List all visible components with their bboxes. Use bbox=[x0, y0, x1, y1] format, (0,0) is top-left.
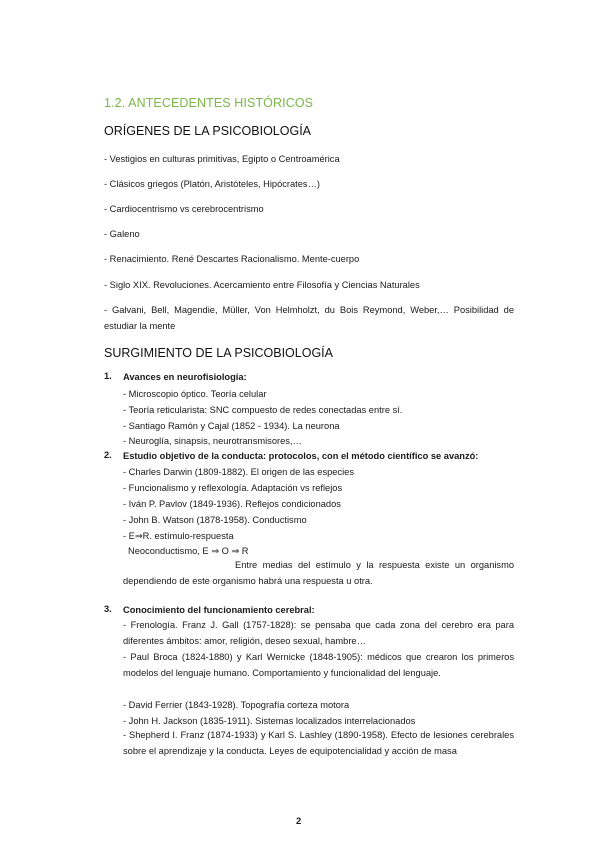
list-item: - David Ferrier (1843-1928). Topografía corteza motora bbox=[123, 700, 350, 710]
list-item: - Neuroglía, sinapsis, neurotransmisores,… bbox=[123, 436, 302, 446]
section-heading: 1.2. ANTECEDENTES HISTÓRICOS bbox=[104, 96, 314, 110]
page-number: 2 bbox=[296, 816, 302, 827]
list-item: - Iván P. Pavlov (1849-1936). Reflejos condicionados bbox=[123, 499, 341, 509]
origenes-item: - Renacimiento. René Descartes Racionalismo. Mente-cuerpo bbox=[104, 254, 360, 264]
list-item: - Funcionalismo y reflexología. Adaptación vs reflejos bbox=[123, 483, 343, 493]
surgimiento-heading: SURGIMIENTO DE LA PSICOBIOLOGÍA bbox=[104, 346, 333, 360]
section-title: Conocimiento del funcionamiento cerebral: bbox=[123, 605, 315, 615]
list-item: - E⇒R. estímulo-respuesta bbox=[123, 531, 234, 541]
section-number: 1. bbox=[104, 371, 112, 381]
origenes-heading: ORÍGENES DE LA PSICOBIOLOGÍA bbox=[104, 124, 312, 138]
origenes-item: - Galeno bbox=[104, 229, 140, 239]
section-title: Estudio objetivo de la conducta: protocolos, con el método científico se avanzó: bbox=[123, 451, 479, 461]
origenes-item: - Vestigios en culturas primitivas, Egipto o Centroamérica bbox=[104, 154, 340, 164]
list-item: - Frenología. Franz J. Gall (1757-1828): se pensaba que cada zona del cerebro era para diferentes ámbitos: amor, religión, deseo sexual, hambre… bbox=[123, 620, 514, 646]
list-item: - Microscopio óptico. Teoría celular bbox=[123, 389, 267, 399]
list-item: - Charles Darwin (1809-1882). El origen de las especies bbox=[123, 467, 354, 477]
origenes-item: - Galvani, Bell, Magendie, Müller, Von Helmholzt, du Bois Reymond, Weber,… Posibilidad de estudiar la mente bbox=[104, 305, 514, 331]
origenes-item: - Siglo XIX. Revoluciones. Acercamiento entre Filosofía y Ciencias Naturales bbox=[104, 280, 420, 290]
list-item: - John B. Watson (1878-1958). Conductismo bbox=[123, 515, 307, 525]
list-item: - Santiago Ramón y Cajal (1852 - 1934). La neurona bbox=[123, 421, 340, 431]
list-item: - Paul Broca (1824-1880) y Karl Wernicke (1848-1905): médicos que crearon los primeros modelos del lenguaje humano. Comportamiento y funcionalidad del lenguaje. bbox=[123, 652, 514, 678]
section-number: 3. bbox=[104, 604, 112, 614]
list-item: Neoconductismo, E ⇒ O ⇒ R bbox=[128, 546, 249, 556]
origenes-item: - Clásicos griegos (Platón, Aristóteles, Hipócrates…) bbox=[104, 179, 320, 189]
list-item: Entre medias del estímulo y la respuesta existe un organismo dependiendo de este organismo habrá una respuesta u otra. bbox=[123, 560, 514, 586]
section-number: 2. bbox=[104, 450, 112, 460]
section-title: Avances en neurofisiología: bbox=[123, 372, 247, 382]
origenes-item: - Cardiocentrismo vs cerebrocentrismo bbox=[104, 204, 264, 214]
list-item: - Teoría reticularista: SNC compuesto de redes conectadas entre sí. bbox=[123, 405, 403, 415]
list-item: - Shepherd I. Franz (1874-1933) y Karl S. Lashley (1890-1958). Efecto de lesiones cerebrales sobre el aprendizaje y la conducta. Leyes de equipotencialidad y acción de masa bbox=[123, 730, 514, 756]
list-item: - John H. Jackson (1835-1911). Sistemas localizados interrelacionados bbox=[123, 716, 416, 726]
